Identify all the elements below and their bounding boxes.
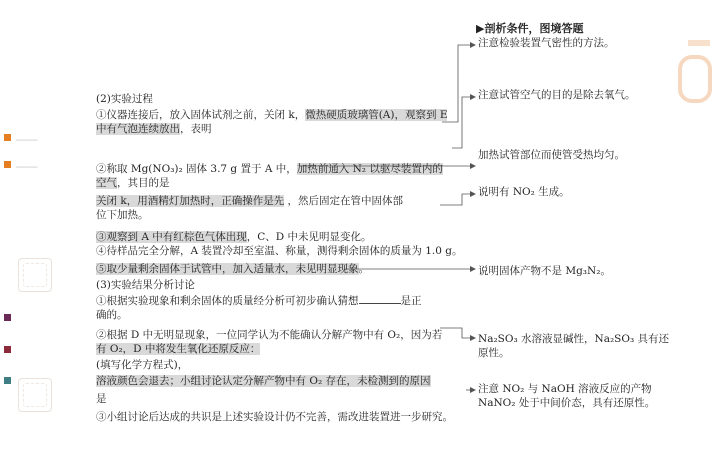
text-segment: ，表明 — [180, 123, 212, 135]
highlighted-text: 关闭 k，用酒精灯加热时，正确操作是先 — [96, 195, 285, 207]
text-segment: 是 — [96, 393, 107, 405]
note-na2so3-1: Na₂SO₃ 水溶液显碱性，Na₂SO₃ 具有还 — [478, 333, 670, 345]
note-purge-air: 注意试管空气的目的是除去氧气。 — [478, 89, 636, 101]
text-segment: ④待样品完全分解，A 装置冷却至室温、称量，测得剩余固体的质量为 1.0 g。 — [96, 245, 463, 257]
text-segment: (2)实验过程 — [96, 93, 153, 105]
highlighted-text: 微热硬质玻璃管(A)，观察到 E — [305, 109, 448, 121]
highlighted-text: ③观察到 A 中有红棕色气体出现 — [96, 231, 247, 243]
note-not-mg3n2: 说明固体产物不是 Mg₃N₂。 — [478, 265, 611, 277]
note-heating: 加热试管部位而使管受热均匀。 — [478, 149, 625, 161]
text-segment: ①仪器连接后，放入固体试剂之前，关闭 k， — [96, 109, 306, 121]
highlighted-text: 中有气泡连续放出 — [96, 123, 180, 135]
text-segment: ③小组讨论后达成的共识是上述实验设计仍不完善，需改进装置进一步研究。 — [96, 411, 453, 423]
text-segment: ，C、D 中未见明显变化。 — [246, 231, 372, 243]
text-segment: 确的。 — [96, 309, 128, 321]
text-segment: ②根据 D 中无明显现象，一位同学认为不能确认分解产物中有 O₂，因为若 — [96, 329, 443, 341]
text-segment: 。 — [358, 263, 369, 275]
highlighted-text: 溶液颜色会退去；小组讨论认定分解产物中有 O₂ 存在，未检测到的原因 — [96, 375, 431, 387]
highlighted-text: 空气 — [96, 177, 117, 189]
text-segment: ②称取 Mg(NO₃)₂ 固体 3.7 g 置于 A 中， — [96, 163, 297, 175]
highlighted-text: 有 O₂，D 中将发生氧化还原反应： — [96, 343, 261, 355]
text-segment: 位下加热。 — [96, 209, 149, 221]
text-segment: ，其目的是 — [117, 177, 170, 189]
faint-menu-text: ▁▁▁▁ — [16, 160, 38, 168]
note-no2: 说明有 NO₂ 生成。 — [478, 186, 570, 198]
highlighted-text: ⑤取少量剩余固体于试管中，加入适量水，未见明显现象 — [96, 263, 359, 275]
note-airtightness: 注意检验装置气密性的方法。 — [478, 37, 615, 49]
faint-menu-text: ▁▁▁▁ — [16, 133, 38, 141]
text-segment: ①根据实验现象和剩余固体的质量经分析可初步确认猜想 — [96, 295, 359, 307]
note-nano2-1: 注意 NO₂ 与 NaOH 溶液反应的产物 — [478, 383, 652, 395]
text-segment: (填写化学方程式)， — [96, 359, 189, 371]
text-segment: 是正 — [400, 295, 422, 307]
note-nano2-2: NaNO₂ 处于中间价态，具有还原性。 — [478, 397, 656, 409]
panel-title: ▶剖析条件，图境答题 — [476, 22, 584, 35]
highlighted-text: 加热前通入 N₂ 以驱尽装置内的 — [296, 163, 443, 175]
text-segment: (3)实验结果分析讨论 — [96, 279, 195, 291]
note-na2so3-2: 原性。 — [478, 347, 510, 359]
text-segment: ，然后固定在管中固体部 — [284, 195, 404, 207]
